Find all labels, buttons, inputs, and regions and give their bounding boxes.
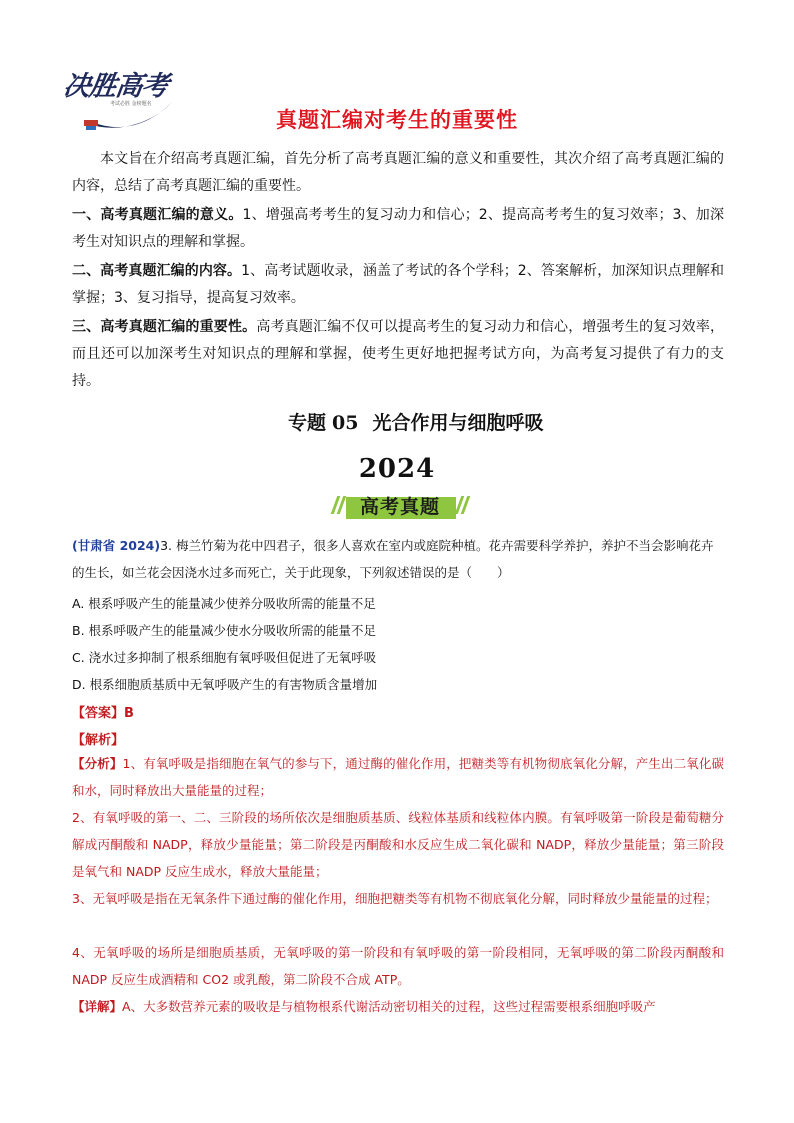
section-3-body: 高考真题汇编不仅可以提高考生的复习动力和信心，增强考生的复习效率，而且还可以加深考生对知识点的理解和掌握，使考生更好地把握考试方向，为高考复习提供了有力的支持。 <box>72 319 724 389</box>
section-banner <box>330 488 470 524</box>
analysis-label: 【解析】 <box>72 733 125 748</box>
question-source: (甘肃省 2024) <box>72 538 161 553</box>
question-stem <box>72 532 724 586</box>
topic-title <box>288 408 543 435</box>
answer-label: 【答案】 <box>72 706 125 721</box>
logo-text: 决胜高考 <box>61 71 170 102</box>
section-1-heading: 一、高考真题汇编的意义。 <box>72 207 243 223</box>
section-3-heading: 三、高考真题汇编的重要性。 <box>72 319 257 335</box>
answer-line <box>72 702 134 721</box>
analysis-paragraph-5 <box>72 993 724 1020</box>
analysis-tag: 【分析】 <box>72 756 123 771</box>
logo-subtext: 考试必胜 金榜题名 <box>110 101 152 107</box>
analysis-text: 1、有氧呼吸是指细胞在氧气的参与下，通过酶的催化作用，把糖类等有机物彻底氧化分解，产生出二氧化碳和水，同时释放出大量能量的过程； <box>72 756 724 798</box>
year-heading: 2024 <box>358 454 436 484</box>
question-text: 3. 梅兰竹菊为花中四君子，很多人喜欢在室内或庭院种植。花卉需要科学养护，养护不当会影响花卉的生长，如兰花会因浇水过多而死亡，关于此现象，下列叙述错误的是（ ） <box>72 538 714 580</box>
topic-name: 光合作用与细胞呼吸 <box>372 412 544 434</box>
analysis-detail-text: A、大多数营养元素的吸收是与植物根系代谢活动密切相关的过程，这些过程需要根系细胞呼吸产 <box>122 999 656 1014</box>
option-c: C. 浇水过多抑制了根系细胞有氧呼吸但促进了无氧呼吸 <box>72 650 377 665</box>
answer-value: B <box>124 706 134 721</box>
analysis-paragraph-2: 2、有氧呼吸的第一、二、三阶段的场所依次是细胞质基质、线粒体基质和线粒体内膜。有氧呼吸第一阶段是葡萄糖分解成丙酮酸和 NADP，释放少量能量；第二阶段是丙酮酸和水反应生成二氧化碳和 NADP，释放少量能量；第三阶段是氧气和 NADP 反应生成水，释放大量能量； <box>72 810 724 879</box>
section-2-body: 1、高考试题收录，涵盖了考试的各个学科；2、答案解析，加深知识点理解和掌握；3、复习指导，提高复习效率。 <box>72 263 725 306</box>
topic-number: 05 <box>332 412 359 434</box>
section-2-heading: 二、高考真题汇编的内容。 <box>72 263 242 279</box>
section-2 <box>72 258 724 312</box>
analysis-detail-tag: 【详解】 <box>72 999 123 1014</box>
analysis-paragraph-3: 3、无氧呼吸是指在无氧条件下通过酶的催化作用，细胞把糖类等有机物不彻底氧化分解，同时释放少量能量的过程； <box>72 891 718 906</box>
option-b: B. 根系呼吸产生的能量减少使水分吸收所需的能量不足 <box>72 623 377 638</box>
option-a: A. 根系呼吸产生的能量减少使养分吸收所需的能量不足 <box>72 596 376 611</box>
intro-paragraph: 本文旨在介绍高考真题汇编，首先分析了高考真题汇编的意义和重要性，其次介绍了高考真题汇编的内容，总结了高考真题汇编的重要性。 <box>72 151 724 194</box>
section-3 <box>72 314 724 395</box>
analysis-paragraph-4: 4、无氧呼吸的场所是细胞质基质，无氧呼吸的第一阶段和有氧呼吸的第一阶段相同，无氧呼吸的第二阶段丙酮酸和 NADP 反应生成酒精和 CO2 或乳酸，第二阶段不合成 ATP。 <box>72 945 724 987</box>
banner-label: 高考真题 <box>359 496 440 518</box>
section-1-body: 1、增强高考考生的复习动力和信心；2、提高高考考生的复习效率；3、加深考生对知识点的理解和掌握。 <box>72 207 724 250</box>
analysis-paragraph-1 <box>72 750 724 804</box>
section-1 <box>72 202 724 256</box>
option-d: D. 根系细胞质基质中无氧呼吸产生的有害物质含量增加 <box>72 677 378 692</box>
topic-prefix: 专题 <box>288 412 327 434</box>
main-title: 真题汇编对考生的重要性 <box>276 108 518 132</box>
